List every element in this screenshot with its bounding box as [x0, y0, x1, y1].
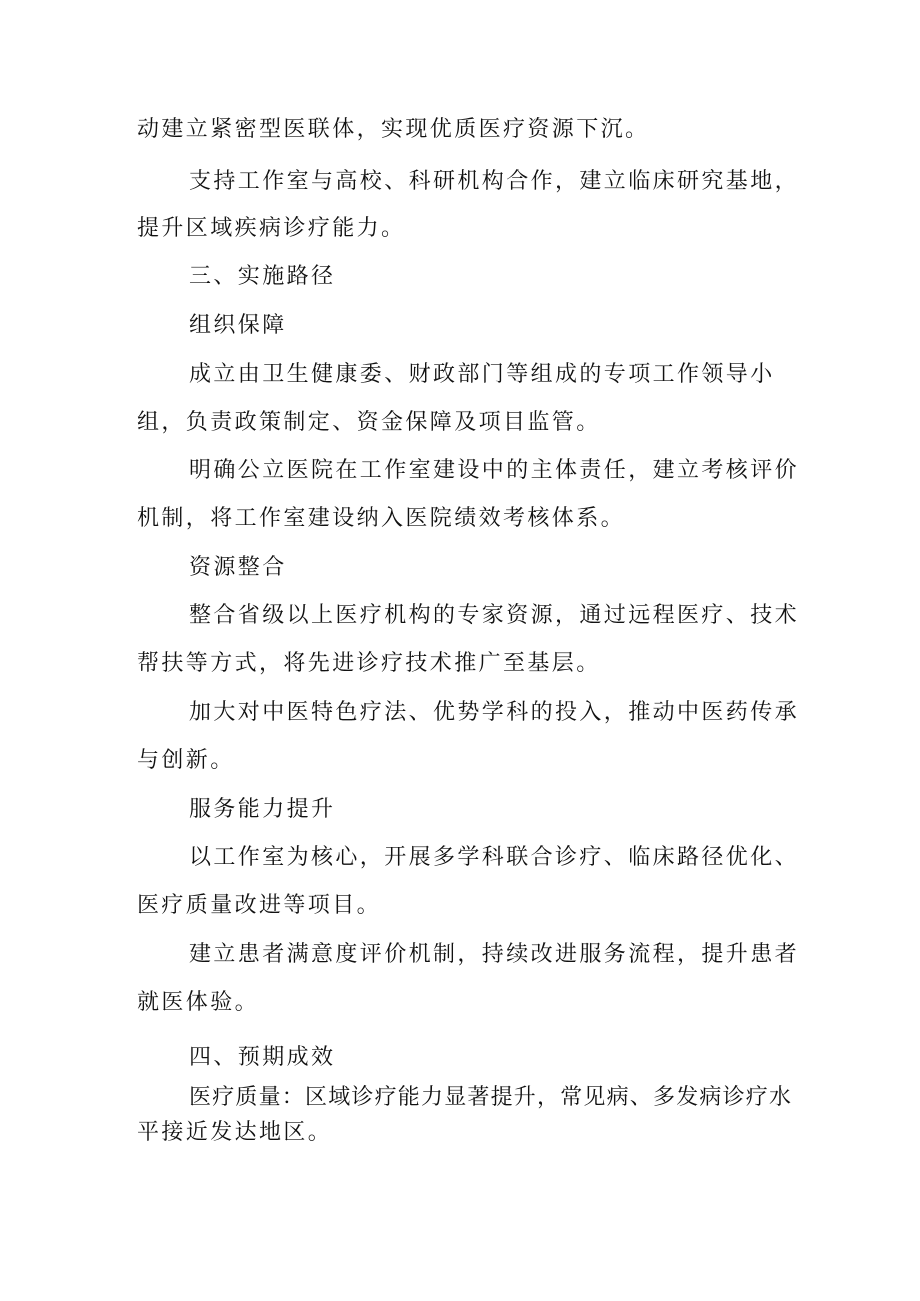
text-line: 平接近发达地区。: [137, 1120, 333, 1145]
section-heading: 三、实施路径: [189, 264, 336, 289]
text-line: 机制，将工作室建设纳入医院绩效考核体系。: [137, 506, 626, 531]
paragraph-start: 成立由卫生健康委、财政部门等组成的专项工作领导小: [189, 362, 775, 387]
paragraph-start: 建立患者满意度评价机制，持续改进服务流程，提升患者: [189, 942, 800, 967]
paragraph-start: 以工作室为核心，开展多学科联合诊疗、临床路径优化、: [189, 845, 800, 870]
section-heading: 四、预期成效: [189, 1045, 336, 1070]
subsection-heading: 组织保障: [189, 313, 287, 338]
text-line: 提升区域疾病诊疗能力。: [137, 216, 406, 241]
text-line: 与创新。: [137, 748, 235, 773]
text-line: 帮扶等方式，将先进诊疗技术推广至基层。: [137, 651, 601, 676]
subsection-heading: 资源整合: [189, 555, 287, 580]
paragraph-start: 加大对中医特色疗法、优势学科的投入，推动中医药传承: [189, 700, 800, 725]
subsection-heading: 服务能力提升: [189, 797, 336, 822]
text-line: 就医体验。: [137, 990, 260, 1015]
paragraph-start: 支持工作室与高校、科研机构合作，建立临床研究基地，: [189, 169, 800, 194]
paragraph-start: 医疗质量：区域诊疗能力显著提升，常见病、多发病诊疗水: [189, 1085, 793, 1110]
text-line: 组，负责政策制定、资金保障及项目监管。: [137, 410, 601, 435]
text-line: 医疗质量改进等项目。: [137, 893, 382, 918]
paragraph-start: 整合省级以上医疗机构的专家资源，通过远程医疗、技术: [189, 603, 800, 628]
text-line: 动建立紧密型医联体，实现优质医疗资源下沉。: [137, 117, 650, 142]
paragraph-start: 明确公立医院在工作室建设中的主体责任，建立考核评价: [189, 458, 800, 483]
